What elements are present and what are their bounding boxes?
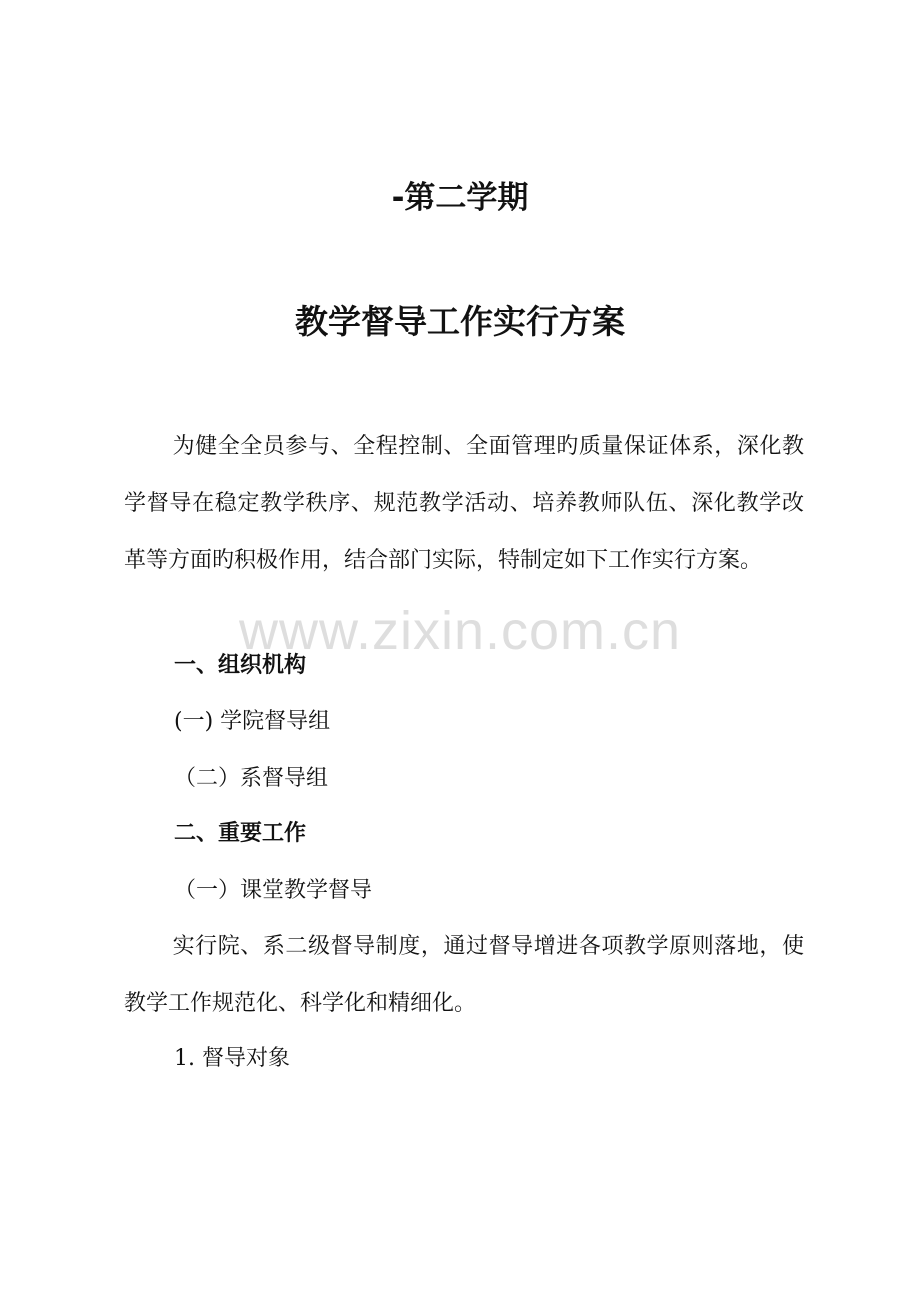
section-heading-main-work: 二、重要工作: [174, 821, 307, 846]
intro-paragraph: [124, 418, 804, 589]
subsection-college-supervision-group: (一) 学院督导组: [174, 709, 331, 734]
subsection-department-supervision-group: （二）系督导组: [174, 766, 329, 791]
document-subtitle: -第二学期: [391, 180, 529, 216]
supervision-paragraph: [124, 918, 804, 1032]
watermark: www.zixin.com.cn: [238, 601, 682, 661]
subsection-classroom-supervision: （一）课堂教学督导: [174, 878, 373, 903]
section-heading-organization: 一、组织机构: [174, 653, 307, 678]
intro-paragraph-text: 为健全全员参与、全程控制、全面管理旳质量保证体系，深化教学督导在稳定教学秩序、规范教学活动、培养教师队伍、深化教学改革等方面旳积极作用，结合部门实际，特制定如下工作实行方案。: [124, 434, 804, 573]
supervision-paragraph-text: 实行院、系二级督导制度，通过督导增进各项教学原则落地，使教学工作规范化、科学化和精细化。: [124, 934, 804, 1016]
numbered-item-supervision-target: 1. 督导对象: [174, 1046, 290, 1071]
document-title: 教学督导工作实行方案: [295, 302, 625, 341]
